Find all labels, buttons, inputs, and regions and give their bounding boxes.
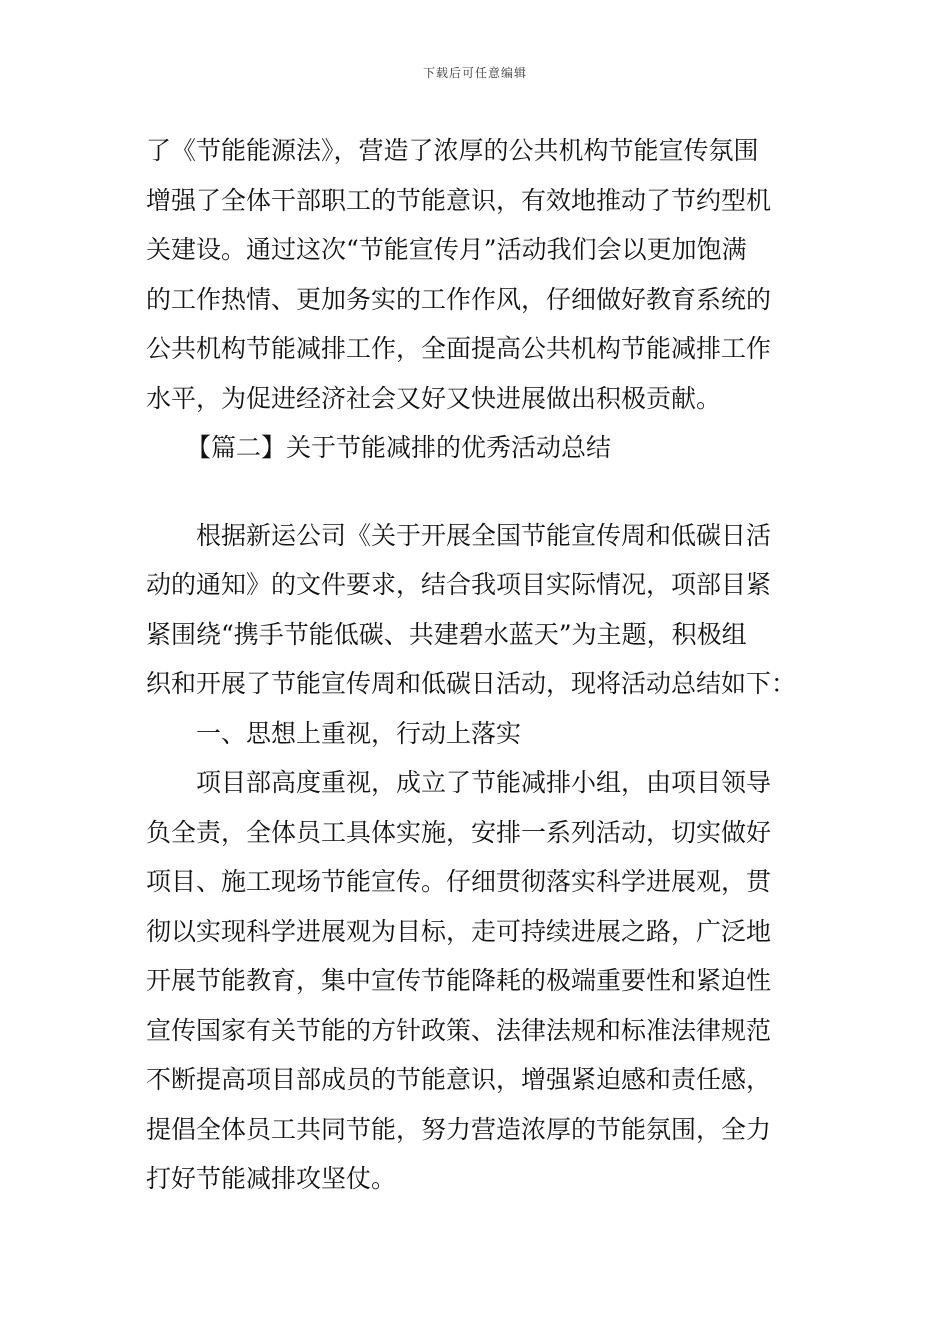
text-line: 了《节能能源法》，营造了浓厚的公共机构节能宣传氛围: [146, 136, 759, 165]
text-line: 公共机构节能减排工作，全面提高公共机构节能减排工作: [146, 334, 772, 363]
spacer: [146, 473, 812, 511]
text-line: 项目、施工现场节能宣传。仔细贯彻落实科学进展观，贯: [146, 867, 772, 896]
text-line: 水平，为促进经济社会又好又快进展做出积极贡献。: [146, 383, 722, 413]
text-line: 项目部高度重视，成立了节能减排小组，由项目领导: [196, 768, 772, 797]
section-title-part2: 【篇二】关于节能减排的优秀活动总结: [186, 433, 612, 462]
text-line: 打好节能减排攻坚仗。: [146, 1164, 397, 1193]
text-line: 开展节能教育，集中宣传节能降耗的极端重要性和紧迫性: [146, 966, 772, 995]
paragraph-part1: [146, 126, 812, 423]
page-header-note: 下载后可任意编辑: [422, 66, 527, 80]
text-line: 动的通知》的文件要求，结合我项目实际情况，项部目紧: [146, 570, 772, 599]
text-line: 紧围绕“携手节能低碳、共建碧水蓝天”为主题，积极组: [146, 619, 747, 649]
text-line: 织和开展了节能宣传周和低碳日活动，现将活动总结如下：: [146, 669, 797, 698]
text-line: 关建设。通过这次“节能宣传月”活动我们会以更加饱满: [146, 235, 747, 264]
text-line: 根据新运公司《关于开展全国节能宣传周和低碳日活: [196, 520, 772, 550]
text-line: 增强了全体干部职工的节能意识，有效地推动了节约型机: [146, 185, 772, 215]
text-line: 的工作热情、更加务实的工作作风，仔细做好教育系统的: [146, 284, 772, 314]
text-line: 不断提高项目部成员的节能意识，增强紧迫感和责任感，: [146, 1065, 772, 1094]
text-line: 提倡全体员工共同节能，努力营造浓厚的节能氛围，全力: [146, 1114, 772, 1144]
text-line: 彻以实现科学进展观为目标，走可持续进展之路，广泛地: [146, 916, 772, 946]
document-body: [146, 126, 812, 1204]
paragraph-section1: [146, 758, 812, 1204]
text-line: 负全责，全体员工具体实施，安排一系列活动，切实做好: [146, 817, 772, 847]
text-line: 宣传国家有关节能的方针政策、法律法规和标准法律规范: [146, 1015, 772, 1045]
section-heading-1: 一、思想上重视，行动上落实: [196, 718, 522, 748]
paragraph-intro: [146, 511, 812, 709]
